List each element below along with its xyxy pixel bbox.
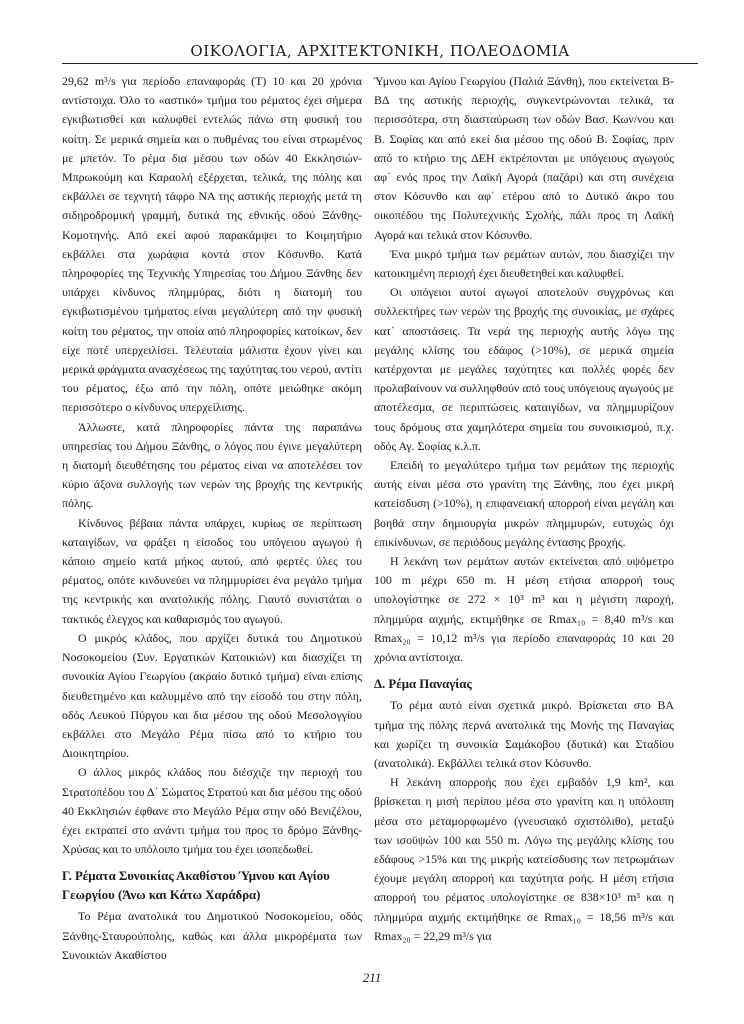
- paragraph: Ένα μικρό τμήμα των ρεμάτων αυτών, που διασχίζει την κατοικημένη περιοχή έχει διευθετηθεί και καλυφθεί.: [374, 246, 674, 281]
- right-column: [374, 72, 674, 946]
- section-heading: Γ. Ρέματα Συνοικίας Ακαθίστου Ύμνου και Αγίου Γεωργίου (Άνω και Κάτω Χαράδρα): [62, 869, 330, 903]
- paragraph: Το Ρέμα ανατολικά του Δημοτικού Νοσοκομείου, οδός Ξάνθης-Σταυρούπολης, καθώς και άλλα μικρορέματα των Συνοικιών Ακαθίστου: [62, 909, 362, 962]
- paragraph: Άλλωστε, κατά πληροφορίες πάντα της παραπάνω υπηρεσίας του Δήμου Ξάνθης, ο λόγος που έγινε μεγαλύτερη η διατομή διευθέτησης του ρέματος είναι να αποτελέσει τον κύριο άξονα συλλογής των νερών της βροχής της κεντρικής πόλης.: [62, 419, 362, 511]
- header-rule: [62, 63, 698, 64]
- paragraph: Ο μικρός κλάδος, που αρχίζει δυτικά του Δημοτικού Νοσοκομείου (Συν. Εργατικών Κατοικιών) και διασχίζει τη συνοικία Αγίου Γεωργίου (ακραίο δυτικό τμήμα) είναι επίσης διευθετημένο και καλυμμένο από την είσοδό του στην πόλη, οδός Λευκού Πύργου και δια μέσου της οδού Μεσολογγίου εκβάλλει στο Μεγάλο Ρέμα πίσω από το κτήριο του Διοικητηρίου.: [62, 630, 362, 761]
- paragraph: Το ρέμα αυτό είναι σχετικά μικρό. Βρίσκεται στο ΒΑ τμήμα της πόλης περνά ανατολικά της Μονής της Παναγίας και χωρίζει τη συνοικία Σαμάκοβου (δυτικά) και Σταδίου (ανατολικά). Εκβάλλει τελικά στον Κόσυνθο.: [374, 698, 674, 770]
- page-number: 211: [362, 970, 382, 985]
- paragraph: Η λεκάνη απορροής που έχει εμβαδόν 1,9 km², και βρίσκεται η μισή περίπου μέσα στο γρανίτη και η υπόλοιπη μέσα στο μεταμορφωμένο (γνευσιακό σχιστόλιθο), μεταξύ των ισοϋψών 100 και 550 m. Λόγω της μεγάλης κλίσης του εδάφους >15% και της μικρής κατείσδυσης των πετρωμάτων έχουμε μεγάλη απορροή και ταχύτητα ροής. Η μέση ετήσια απορροή του ρέματος υπολογίστηκε σε 838×10³ m³ και η πλημμύρα αιχμής εκτιμήθηκε σε Rmax₁₀ = 18,56 m³/s και Rmax₂₀ = 22,29 m³/s για: [374, 775, 674, 943]
- section-heading: Δ. Ρέμα Παναγίας: [374, 677, 472, 692]
- paragraph: Οι υπόγειοι αυτοί αγωγοί αποτελούν συγχρόνως και συλλεκτήρες των νερών της βροχής της συνοικίας, με σχάρες κατ΄ αποστάσεις. Τα νερά της περιοχής αυτής λόγω της μεγάλης κλίσης του εδάφος (>10%), σε μερικά σημεία κατέρχονται με μεγάλες ταχύτητες και πολλές φορές δεν προλαβαίνουν να συλληφθούν από τους υπόγειους αγωγούς με αποτέλεσμα, σε περιπτώσεις καταιγίδων, να πλημμυρίζουν τους δρόμους στα χαμηλότερα σημεία του συνοικισμού, π.χ. οδός Αγ. Σοφίας κ.λ.π.: [374, 285, 674, 453]
- running-title: ΟΙΚΟΛΟΓΙΑ, ΑΡΧΙΤΕΚΤΟΝΙΚΗ, ΠΟΛΕΟΔΟΜΙΑ: [190, 42, 570, 60]
- paragraph: Επειδή το μεγαλύτερο τμήμα των ρεμάτων της περιοχής αυτής είναι μέσα στο γρανίτη της Ξάνθης, που έχει μικρή κατείσδυση (>10%), η επιφανειακή απορροή είναι μεγάλη και βοηθά στην δημιουργία μικρών πλημμυρών, ευτυχώς όχι επικίνδυνων, σε περιόδους μεγάλης έντασης βροχής.: [374, 458, 674, 549]
- paragraph: Ύμνου και Αγίου Γεωργίου (Παλιά Ξάνθη), που εκτείνεται Β-ΒΔ της αστικής περιοχής, συγκεντρώνονται τελικά, τα περισσότερα, στη διασταύρωση των οδών Βασ. Κων/νου και Β. Σοφίας και από εκεί δια μέσου της οδού Β. Σοφίας, πριν από το κτήριο της ΔΕΗ εκτρέπονται με υπόγειους αγωγούς αφ΄ ενός προς την Λαϊκή Αγορά (παζάρι) και στη συνέχεια στον Κόσυνθο και αφ΄ ετέρου από το Δυτικό άκρο του οικοπέδου της Πολυτεχνικής Σχολής, πάλι προς τη Λαϊκή Αγορά και τελικά στον Κόσυνθο.: [374, 74, 674, 242]
- paragraph: Ο άλλος μικρός κλάδος που διέσχιζε την περιοχή του Στρατοπέδου του Δ΄ Σώματος Στρατού και δια μέσου της οδού 40 Εκκλησιών έφθανε στο Μεγάλο Ρέμα στην οδό Βενιζέλου, έχει εκτραπεί στο ανάντι τμήμα του προς το δρόμο Ξάνθης-Χρύσας και το υπόλοιπο τμήμα του έχει ισοπεδωθεί.: [62, 765, 362, 857]
- paragraph: Κίνδυνος βέβαια πάντα υπάρχει, κυρίως σε περίπτωση καταιγίδων, να φράξει η είσοδος του υπόγειου αγωγού ή κάποιο σημείο κατά μήκος αυτού, από φερτές ύλες του ρέματος, οπότε κινδυνεύει να πλημμυρίσει ένα μεγάλο τμήμα της κεντρικής και ανατολικής πόλης. Γιαυτό συνιστάται ο τακτικός έλεγχος και καθαρισμός του αγωγού.: [62, 515, 362, 626]
- paragraph: Η λεκάνη των ρεμάτων αυτών εκτείνεται από υψόμετρο 100 m μέχρι 650 m. Η μέση ετήσια απορροή τους υπολογίστηκε σε 272 × 10³ m³ και η μέγιστη παροχή, πλημμύρα αιχμής, εκτιμήθηκε σε Rmax₁₀ = 8,40 m³/s και Rmax₂₀ = 10,12 m³/s για περίοδο επαναφοράς 10 και 20 χρόνια αντίστοιχα.: [374, 554, 674, 665]
- paragraph: 29,62 m³/s για περίοδο επαναφοράς (Τ) 10 και 20 χρόνια αντίστοιχα. Όλο το «αστικό» τμήμα του ρέματος έχει σήμερα εγκιβωτισθεί και καλυφθεί εντελώς πάνω στη φυσική του κοίτη. Σε μερικά σημεία και ο πυθμένας του είναι στρωμένος με μπετόν. Το ρέμα δια μέσου των οδών 40 Εκκλησιών-Μπρωκούμη και Καραολή εξέρχεται, τελικά, της πόλης και εκβάλλει σε τεχνητή τάφρο ΝΑ της αστικής περιοχής μετά τη σιδηροδρομική γραμμή, δυτικά της εθνικής οδού Ξάνθης-Κομοτηνής. Από εκεί αφού παρακάμψει το Κοιμητήριο εκβάλλει στα χωράφια κοντά στον Κόσυνθο. Κατά πληροφορίες της Τεχνικής Υπηρεσίας του Δήμου Ξάνθης δεν υπάρχει κίνδυνος πλημμύρας, διότι η διατομή του εγκιβωτισμένου τμήματος είναι μεγαλύτερη από την φυσική κοίτη του ρέματος, την οποία από πληροφορίες κατοίκων, δεν είχε ποτέ υπερχειλίσει. Τελευταία μάλιστα έχουν γίνει και μερικά φράγματα ανασχέσεως της ταχύτητας του νερού, αντίτι του ρέματος, έξω από την πόλη, οπότε μειώθηκε ακόμη περισσότερο ο κίνδυνος υπερχείλισης.: [62, 74, 362, 415]
- left-column: [62, 72, 362, 965]
